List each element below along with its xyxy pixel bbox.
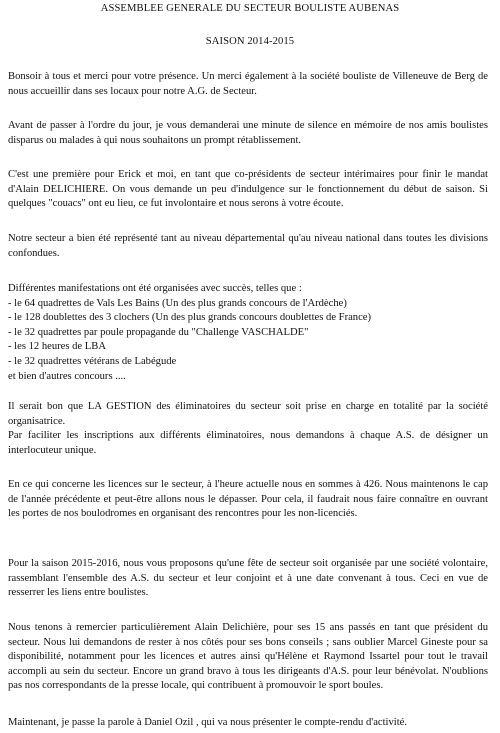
paragraph-licences: En ce qui concerne les licences sur le secteur, à l'heure actuelle nous en sommes à 426. Nous maintenons le cap de l'année précédente et peut-être allons nous le dépasser. Pour cela, il faudrait nous faire connaître en ouvrant les portes de nos boulodromes en organisant des rencontres pour les non-licenciés. <box>8 479 488 520</box>
paragraph-fete-secteur: Pour la saison 2015-2016, nous vous proposons qu'une fête de secteur soit organisée par une société volontaire, rassemblant l'ensemble des A.S. du secteur et leur conjoint et à une date convenant à tous. Ceci en vue de resserrer les liens entre boulistes. <box>8 558 488 599</box>
event-item: - le 128 doublettes des 3 clochers (Un des plus grands concours doublettes de France) <box>8 312 372 324</box>
paragraph-welcome: Bonsoir à tous et merci pour votre présence. Un merci également à la société bouliste de Villeneuve de Berg de nous accueillir dans ses locaux pour notre A.G. de Secteur. <box>8 71 488 97</box>
document-title: ASSEMBLEE GENERALE DU SECTEUR BOULISTE AUBENAS <box>100 3 400 14</box>
paragraph-eliminatoires: Il serait bon que LA GESTION des éliminatoires du secteur soit prise en charge en totalité par la société organisatrice. <box>8 401 488 427</box>
season-heading: SAISON 2014-2015 <box>205 36 295 47</box>
paragraph-events <box>8 282 488 384</box>
paragraph-co-presidents: C'est une première pour Erick et moi, en tant que co-présidents de secteur intérimaires pour finir le mandat d'Alain DELICHIERE. On vous demande un peu d'indulgence sur le fonctionnement du début de saison. Si quelques "couacs" ont eu lieu, ce fut involontaire et nous serons à votre écoute. <box>8 169 488 210</box>
event-item: - le 32 quadrettes vétérans de Labégude <box>8 355 177 367</box>
events-outro: et bien d'autres concours .... <box>8 370 126 382</box>
paragraph-remerciements: Nous tenons à remercier particulièrement Alain Delichière, pour ses 15 ans passés en tant que président du secteur. Nous lui demandons de rester à nos côtés pour ses bons conseils ; sans oublier Marcel Gineste pour sa disponibilité, notamment pour les licences et autres ainsi qu'Hélène et Raymond Issartel pour tout le travail accompli au sein du secteur. Encore un grand bravo à tous les dirigeants d'A.S. pour leur bénévolat. N'oublions pas nos correspondants de la presse locale, qui contribuent à promouvoir le sport boules. <box>8 622 488 692</box>
event-item: - le 32 quadrettes par poule propagande du "Challenge VASCHALDE" <box>8 326 309 338</box>
events-intro: Différentes manifestations ont été organisées avec succès, telles que : <box>8 283 302 294</box>
paragraph-representation: Notre secteur a bien été représenté tant au niveau départemental qu'au niveau national dans toutes les divisions confondues. <box>8 233 488 259</box>
event-item: - les 12 heures de LBA <box>8 341 106 353</box>
event-item: - le 64 quadrettes de Vals Les Bains (Un des plus grands concours de l'Ardèche) <box>8 297 347 309</box>
paragraph-minute-silence: Avant de passer à l'ordre du jour, je vous demanderai une minute de silence en mémoire de nos amis boulistes disparus ou malades à qui nous souhaitons un prompt rétablissement. <box>8 120 488 146</box>
paragraph-closing: Maintenant, je passe la parole à Daniel Ozil , qui va nous présenter le compte-rendu d'activité. <box>8 717 408 728</box>
paragraph-inscriptions: Par faciliter les inscriptions aux différents éliminatoires, nous demandons à chaque A.S. de désigner un interlocuteur unique. <box>8 430 488 456</box>
